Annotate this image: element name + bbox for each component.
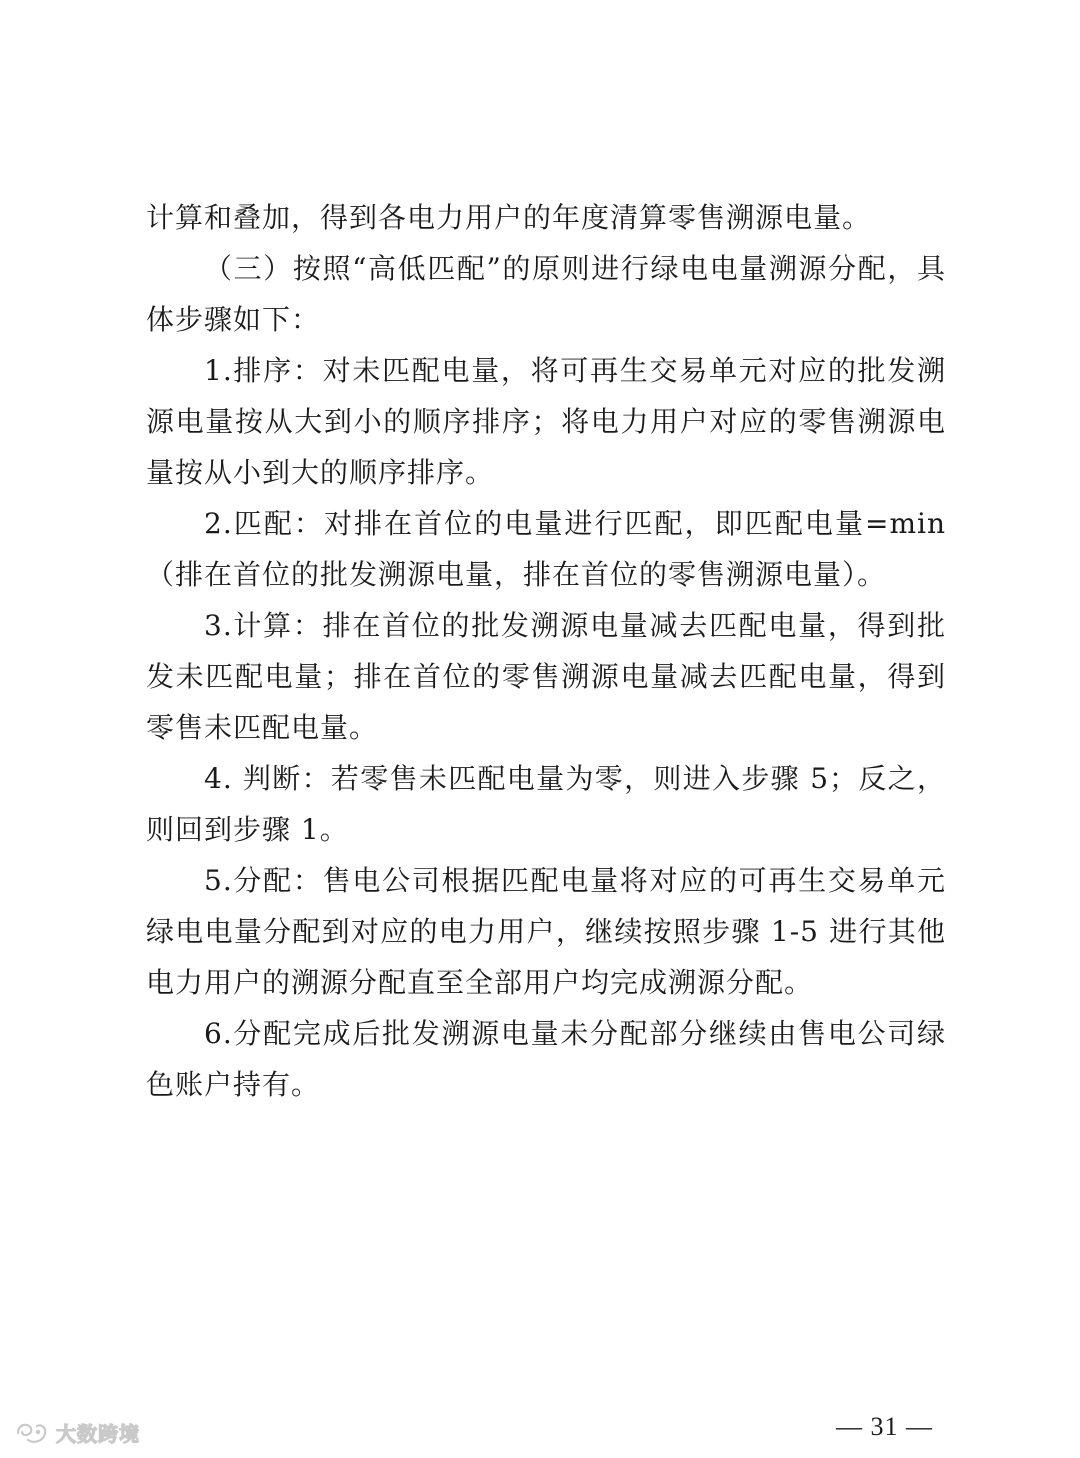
watermark [14, 1418, 140, 1447]
paragraph-step-5-allocate: 5.分配：售电公司根据匹配电量将对应的可再生交易单元绿电电量分配到对应的电力用户，继续按照步骤 1-5 进行其他电力用户的溯源分配直至全部用户均完成溯源分配。 [146, 864, 946, 999]
paragraph-step-6-remainder: 6.分配完成后批发溯源电量未分配部分继续由售电公司绿色账户持有。 [146, 1017, 946, 1101]
paragraph-step-2-match: 2.匹配：对排在首位的电量进行匹配，即匹配电量=min（排在首位的批发溯源电量，排在首位的零售溯源电量）。 [146, 507, 946, 591]
page-number: — 31 — [836, 1412, 933, 1441]
paragraph-step-4-judge: 4. 判断：若零售未匹配电量为零，则进入步骤 5；反之，则回到步骤 1。 [146, 762, 946, 846]
watermark-text: 大数跨境 [56, 1422, 140, 1446]
paragraph-step-3-calculate: 3.计算：排在首位的批发溯源电量减去匹配电量，得到批发未匹配电量；排在首位的零售溯源电量减去匹配电量，得到零售未匹配电量。 [146, 609, 946, 744]
paragraph-section-3-heading: （三）按照“高低匹配”的原则进行绿电电量溯源分配，具体步骤如下： [146, 252, 946, 336]
paragraph-continuation: 计算和叠加，得到各电力用户的年度清算零售溯源电量。 [146, 201, 872, 234]
paragraph-step-1-sort: 1.排序：对未匹配电量，将可再生交易单元对应的批发溯源电量按从大到小的顺序排序；将电力用户对应的零售溯源电量按从小到大的顺序排序。 [146, 354, 946, 489]
brand-logo-icon [14, 1420, 50, 1446]
document-body [146, 192, 946, 1110]
